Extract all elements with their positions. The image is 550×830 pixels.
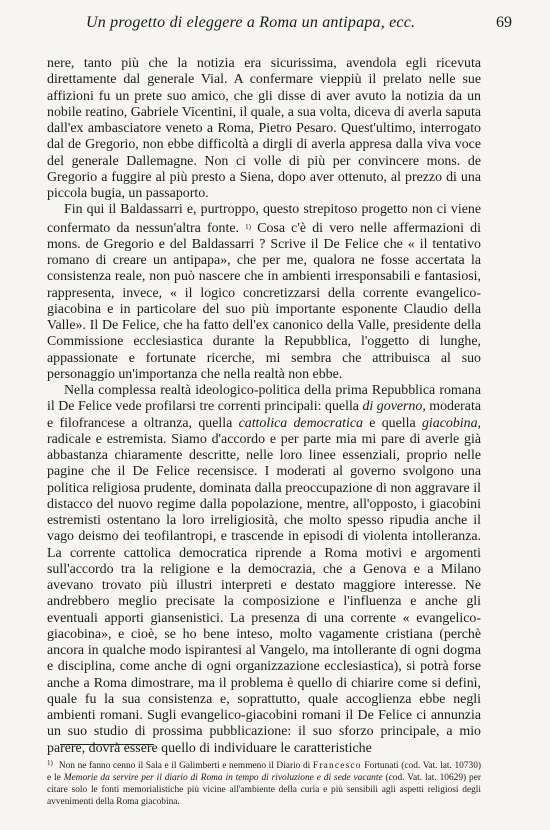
text-run: di governo,: [362, 399, 426, 415]
paragraph-2: [47, 202, 481, 383]
page-header: [76, 14, 512, 36]
footnote-text: [47, 761, 481, 807]
text-run: Non ne fanno cenno il Sala e il Galimberti e nemmeno il Diario di: [58, 761, 313, 771]
running-title: Un progetto di eleggere a Roma un antipapa, ecc.: [86, 14, 416, 31]
text-run: nere, tanto più che la notizia era sicurissima, avendola egli ricevuta direttamente dal generale Vial. A confermare vieppiù il prelato nelle sue affizioni fu un prete suo amico, che gli disse di aver avuto la notizia da un nobile reatino, Gabriele Vicentini, il quale, a sua volta, diceva di averla saputa dall'ex ambasciatore veneto a Roma, Pietro Pesaro. Quest'ultimo, interrogato dal de Gregorio, non ebbe difficoltà a dirgli di averla appresa dalla viva voce del generale Dallemagne. Non ci volle di più per convincere mons. de Gregorio a fuggire al più presto a Siena, dopo aver ottenuto, al prezzo di una piccola bugia, un passaporto.: [47, 56, 481, 201]
text-run: (cod. Vat. lat. 10629) per citare solo le fonti memorialistiche più vicine all'ambiente della curia e più sensibili agli aspetti religiosi degli avvenimenti della Roma giacobina.: [47, 773, 481, 807]
text-run: Fortunati (cod. Vat. lat. 10730) e le: [47, 761, 481, 783]
page-number: 69: [496, 14, 512, 31]
paragraph-3: [47, 383, 481, 757]
text-run: e quella: [362, 415, 422, 431]
footnote: [47, 757, 481, 808]
paragraph-1: [47, 56, 481, 202]
text-run: Memorie da servire per il diario di Roma in tempo di rivoluzione e di sede vacante: [63, 773, 383, 783]
footnote-separator: [60, 744, 154, 745]
text-run: cattolica democratica: [238, 415, 363, 431]
body-text: [47, 56, 481, 757]
text-run: Cosa c'è di vero nelle affermazioni di mons. de Gregorio e del Baldassarri ? Scrive il De Felice che « il tentativo romano di creare un antipapa», che per me, qualora ne fosse accertata la consistenza reale, non può nascere che in ambienti irresponsabili e fantasiosi, rappresenta, invece, « il logico concretizzarsi della corrente evangelico-giacobina e in particolare del suo più importante esponente Claudio della Valle». Il De Felice, che ha fatto dell'ex canonico della Valle, presidente della Commissione ecclesiastica durante la Repubblica, l'oggetto di lunghe, appassionate e fortunate ricerche, mi sembra che attribuisca al suo personaggio un'importanza che nella realtà non ebbe.: [47, 220, 481, 382]
text-run: moderata e filofrancese a oltranza, quella: [47, 399, 481, 431]
text-run: Nella complessa realtà ideologico-politica della prima Repubblica romana il De Felice vede profilarsi tre correnti principali: quella: [47, 383, 481, 415]
footnote-reference: 1): [245, 222, 251, 231]
text-run: giacobina,: [421, 415, 482, 431]
text-run: radicale e estremista. Siamo d'accordo e per parte mia mi pare di averle già abbastanza chiaramente descritte, nelle loro linee essenziali, proprio nelle pagine che il De Felice recensisce. I moderati al governo svolgono una politica religiosa prudente, dominata dalla preoccupazione di non aggravare il distacco del nuovo regime dalla popolazione, mentre, all'opposto, i giacobini estremisti ostentano la loro irreligiosità, che molto spesso ripudia anche il vago deismo dei teofilantropi, e trascende in episodi di violenta intolleranza. La corrente cattolica democratica riprende a Roma motivi e argomenti sull'accordo tra la religione e la democrazia, che a Genova e a Milano avevano trovato più illustri interpreti e destato maggiore interesse. Ne andrebbero meglio precisate la composizione e l'influenza e anche gli eventuali apporti giansenistici. La presenza di una corrente « evangelico-giacobina», e cioè, se ho bene inteso, molto vagamente cristiana (perchè ancora in qualche modo ispirantesi al Vangelo, ma intollerante di ogni dogma e disciplina, come anche di ogni organizzazione ecclesiastica), si potrà forse anche a Roma dimostrare, ma il problema è quello di chiarire come si definì, quale fu la sua consistenza e, soprattutto, quale accoglienza ebbe negli ambienti romani. Sugli evangelico-giacobini romani il De Felice ci annunzia un suo studio di prossima pubblicazione: il suo sforzo principale, a mio parere, dovrà essere quello di individuare le caratteristiche: [47, 431, 481, 756]
footnote-marker: 1): [47, 759, 53, 767]
text-run: Francesco: [312, 761, 362, 771]
text-run: Fin qui il Baldassarri e, purtroppo, questo strepitoso progetto non ci viene confermato da nessun'altra fonte.: [47, 202, 481, 236]
